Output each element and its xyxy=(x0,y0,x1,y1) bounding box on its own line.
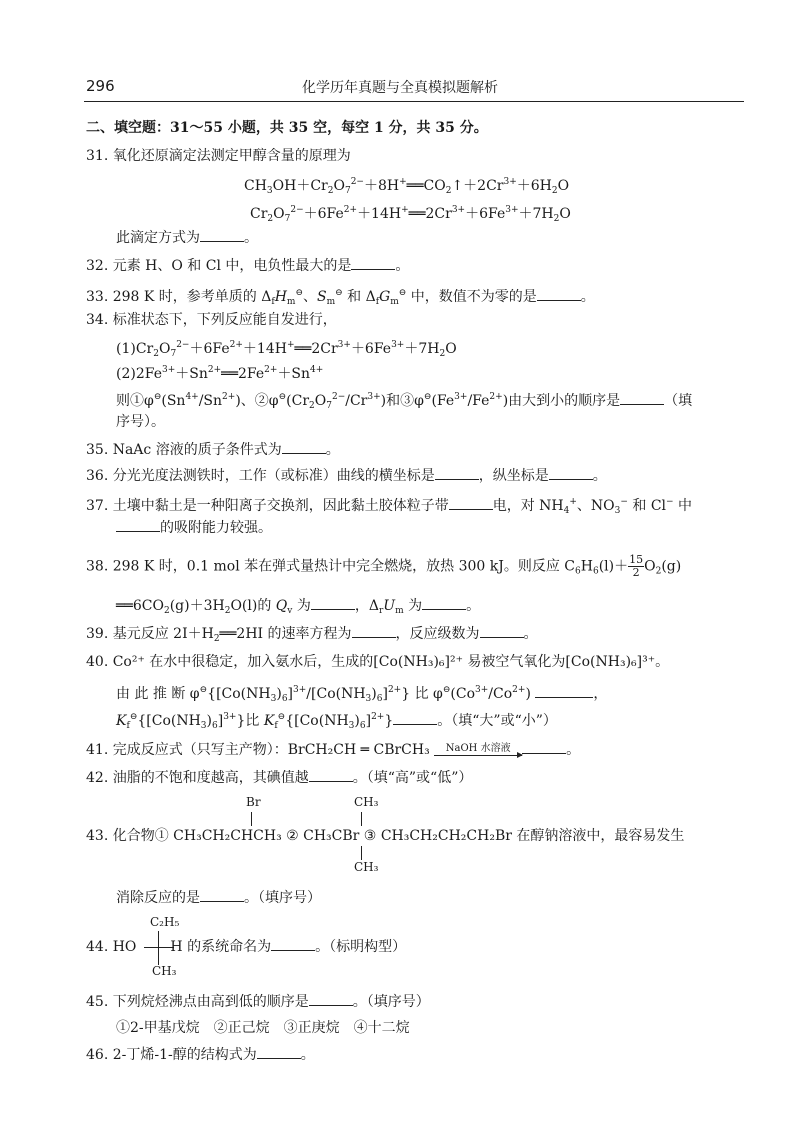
q42-line: 42. 油脂的不饱和度越高，其碘值越 。（填“高”或“低”） xyxy=(86,770,473,786)
answer-blank[interactable] xyxy=(282,441,326,454)
fraction: $\frac{15}{2}$ xyxy=(629,553,644,579)
bond-line xyxy=(251,812,252,826)
answer-blank[interactable] xyxy=(309,993,353,1006)
q44-bottom-group: CH₃ xyxy=(152,964,177,978)
q31-equation-1: $CH_3OH+Cr_2O_7^{2-}+8H^+══CO_2↑+2Cr^{3+}+6H_2O$ xyxy=(244,177,570,196)
q33-line: 33. 298 K 时，参考单质的 $\Delta_fH_m^⊖$、$S_m^⊖$ 和 $\Delta_fG_m^⊖$ 中，数值不为零的是 。 xyxy=(86,288,595,307)
q34-question: 则$①\varphi^⊖(Sn^{4+}/Sn^{2+})$、$②\varphi^⊖(Cr_2O_7^{2-}/Cr^{3+})$和$③\varphi^⊖(Fe^{3+}/Fe^{2+})$由大到小的顺序是 （填 xyxy=(116,392,693,411)
page-number: 296 xyxy=(86,77,115,95)
q31-question: 此滴定方式为 。 xyxy=(116,230,258,246)
q39-line: 39. 基元反应 $2I+H_2══2HI$ 的速率方程为 ，反应级数为 。 xyxy=(86,626,538,644)
q36-line: 36. 分光光度法测铁时，工作（或标准）曲线的横坐标是 ，纵坐标是 。 xyxy=(86,468,607,484)
q31-equation-2: $Cr_2O_7^{2-}+6Fe^{2+}+14H^+══2Cr^{3+}+6Fe^{3+}+7H_2O$ xyxy=(250,205,571,224)
answer-blank[interactable] xyxy=(271,938,315,951)
answer-blank[interactable] xyxy=(535,685,593,698)
answer-blank[interactable] xyxy=(351,257,395,270)
answer-blank[interactable] xyxy=(200,229,244,242)
answer-blank[interactable] xyxy=(352,625,396,638)
bond-line xyxy=(361,812,362,826)
bond-line xyxy=(361,846,362,860)
answer-blank[interactable] xyxy=(311,597,355,610)
reaction-arrow: NaOH 水溶液 xyxy=(434,743,522,758)
answer-blank[interactable] xyxy=(309,769,353,782)
q46-line: 46. 2-丁烯-1-醇的结构式为 。 xyxy=(86,1047,315,1063)
q40-line-1: 40. Co²⁺ 在水中很稳定，加入氨水后，生成的[Co(NH₃)₆]²⁺ 易被空气氧化为[Co(NH₃)₆]³⁺。 xyxy=(86,654,670,670)
answer-blank[interactable] xyxy=(537,288,581,301)
q45-line: 45. 下列烷烃沸点由高到低的顺序是 。（填序号） xyxy=(86,994,430,1010)
page-header-title: 化学历年真题与全真模拟题解析 xyxy=(302,80,498,96)
q45-options: ①2-甲基戊烷 ②正己烷 ③正庚烷 ④十二烷 xyxy=(116,1020,410,1036)
q43-line-2: 消除反应的是 。（填序号） xyxy=(116,890,321,906)
q44-top-group: C₂H₅ xyxy=(150,915,180,929)
q41-line: 41. 完成反应式（只写主产物）：BrCH₂CH ═ CBrCH₃ NaOH 水溶液 。 xyxy=(86,742,581,758)
answer-blank[interactable] xyxy=(449,497,493,510)
answer-blank[interactable] xyxy=(422,597,466,610)
answer-blank[interactable] xyxy=(549,467,593,480)
q38-line-1: 38. 298 K 时，0.1 mol 苯在弹式量热计中完全燃烧，放热 300 kJ。则反应 $C_6H_6(l)+$ $\frac{15}{2}$ $O_2(g)$ xyxy=(86,553,682,579)
q31-stem: 31. 氧化还原滴定法测定甲醇含量的原理为 xyxy=(86,148,351,164)
q34-reaction-1: $(1)Cr_2O_7^{2-}+6Fe^{2+}+14H^+══2Cr^{3+}+6Fe^{3+}+7H_2O$ xyxy=(116,340,457,359)
q43-ch3-bottom: CH₃ xyxy=(354,860,379,874)
answer-blank[interactable] xyxy=(480,625,524,638)
q35-line: 35. NaAc 溶液的质子条件式为 。 xyxy=(86,442,340,458)
q43-line-1: 43. 化合物① CH₃CH₂CHCH₃ ② CH₃CBr ③ CH₃CH₂CH₂CH₂Br 在醇钠溶液中，最容易发生 xyxy=(86,828,685,844)
q38-line-2: $══6CO_2(g)+3H_2O(l)$的 $Q_v$ 为 ，$\Delta_rU_m$ 为 。 xyxy=(116,598,481,616)
q40-line-2: 由 此 推 断 $\varphi^⊖\{[Co(NH_3)_6]^{3+}/[Co(NH_3)_6]^{2+}\}$ 比 $\varphi^⊖(Co^{3+}/Co^{2+})$ ， xyxy=(116,685,608,704)
answer-blank[interactable] xyxy=(257,1046,301,1059)
answer-blank[interactable] xyxy=(435,467,479,480)
q37-line-2: 的吸附能力较强。 xyxy=(116,518,272,538)
q43-ch3-top: CH₃ xyxy=(354,795,379,809)
q43-br-top: Br xyxy=(246,795,261,809)
q37-line-1: 37. 土壤中黏土是一种阳离子交换剂，因此黏土胶体粒子带 电，对 $NH_4^+$、$NO_3^-$ 和 Cl− 中 xyxy=(86,497,693,516)
q40-line-3: $K_f^⊖\{[Co(NH_3)_6]^{3+}\}$比 $K_f^⊖\{[Co(NH_3)_6]^{2+}\}$ 。（填“大”或“小”） xyxy=(116,712,557,731)
answer-blank[interactable] xyxy=(393,712,437,725)
section-heading: 二、填空题：31～55 小题，共 35 空，每空 1 分，共 35 分。 xyxy=(86,120,488,136)
q32-line: 32. 元素 H、O 和 Cl 中，电负性最大的是 。 xyxy=(86,258,410,274)
answer-blank[interactable] xyxy=(522,741,566,754)
answer-blank[interactable] xyxy=(116,519,160,532)
answer-blank[interactable] xyxy=(620,392,664,405)
answer-blank[interactable] xyxy=(200,889,244,902)
q34-reaction-2: $(2)2Fe^{3+}+Sn^{2+}══2Fe^{2+}+Sn^{4+}$ xyxy=(116,365,324,382)
q34-stem: 34. 标准状态下，下列反应能自发进行， xyxy=(86,312,337,328)
q34-hint: 序号）。 xyxy=(116,414,165,430)
header-rule xyxy=(84,101,744,102)
q44-line: 44. HO H 的系统命名为 。（标明构型） xyxy=(86,939,407,955)
